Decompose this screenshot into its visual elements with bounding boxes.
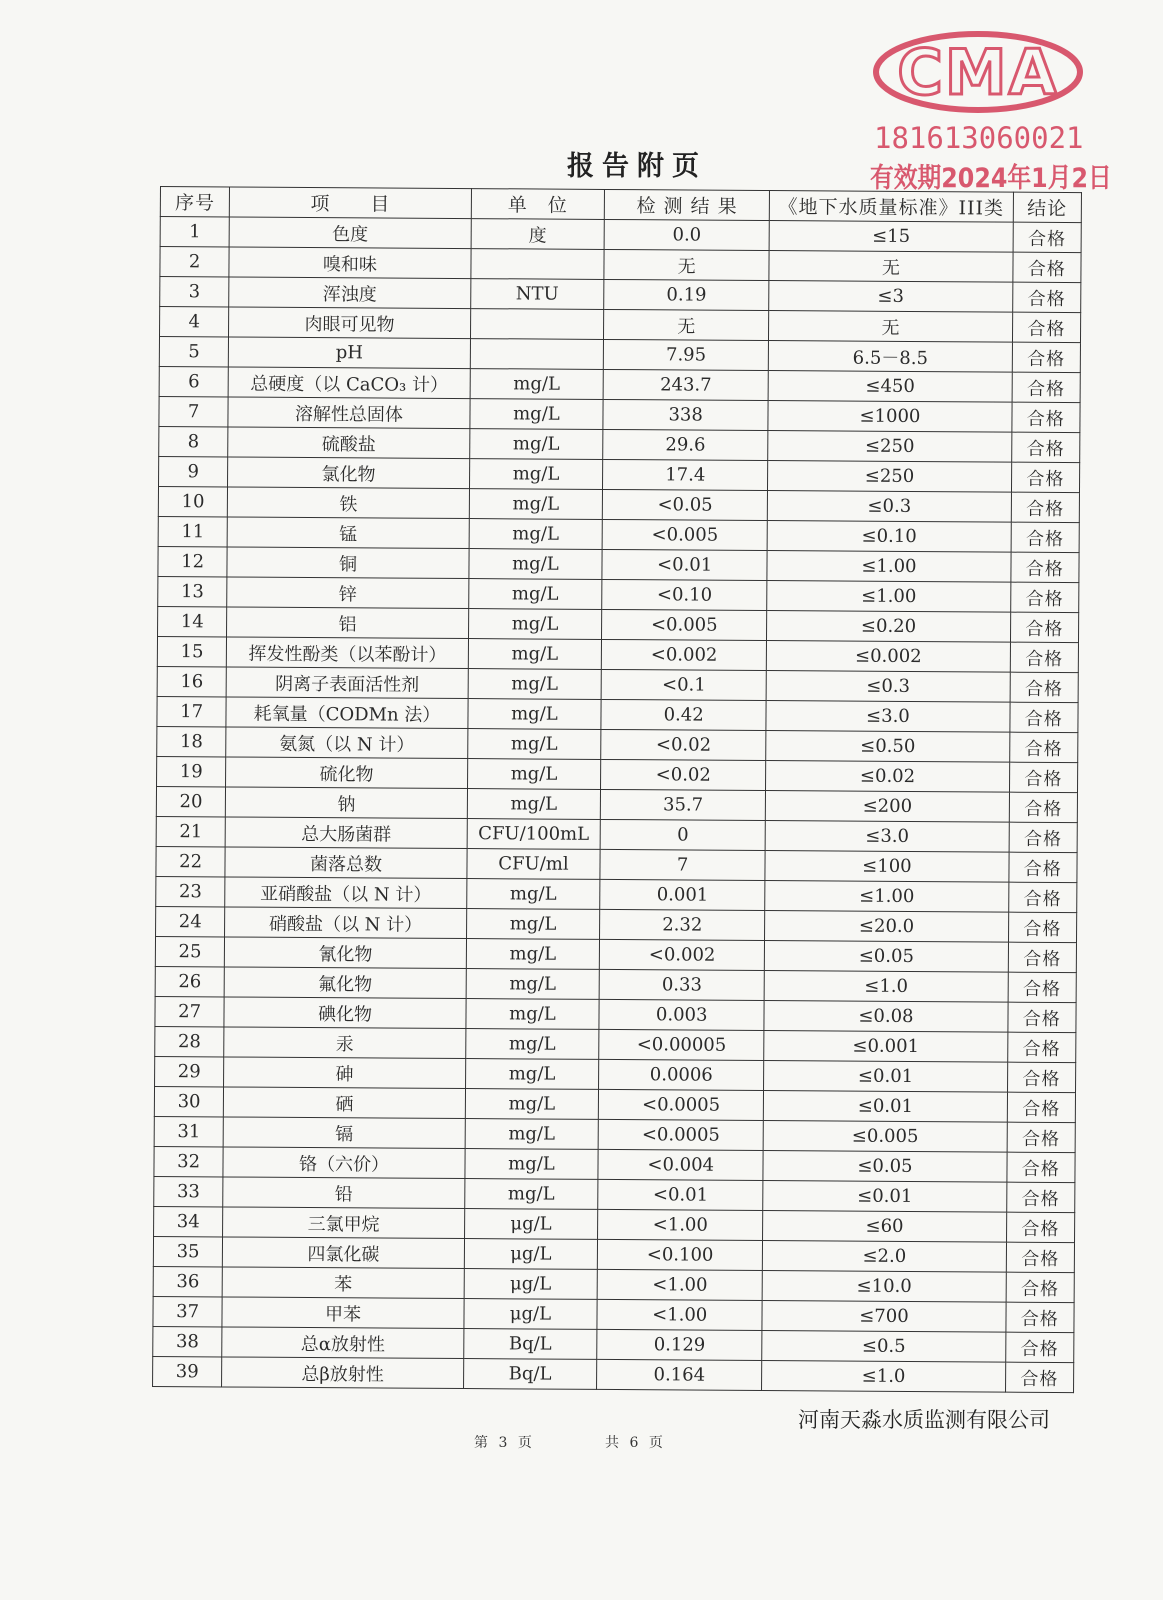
- row-conclusion: 合格: [1011, 522, 1080, 552]
- row-seq: 12: [158, 546, 227, 576]
- row-result: 0.42: [601, 699, 766, 730]
- row-seq: 27: [155, 996, 224, 1026]
- row-seq: 37: [153, 1296, 222, 1326]
- row-item: 硫酸盐: [228, 427, 470, 459]
- row-result: <1.00: [597, 1269, 762, 1300]
- row-standard: 无: [769, 251, 1013, 283]
- row-unit: Bq/L: [463, 1329, 597, 1360]
- row-conclusion: 合格: [1006, 1302, 1075, 1332]
- row-conclusion: 合格: [1007, 1152, 1076, 1182]
- row-standard: ≤700: [762, 1301, 1006, 1333]
- row-seq: 10: [158, 486, 227, 516]
- row-seq: 32: [154, 1146, 223, 1176]
- row-result: 0.001: [600, 879, 765, 910]
- page-title: 报告附页: [567, 151, 707, 182]
- row-unit: mg/L: [465, 1029, 599, 1060]
- row-conclusion: 合格: [1011, 432, 1080, 462]
- row-result: 0.003: [599, 999, 764, 1030]
- row-unit: mg/L: [465, 1119, 599, 1150]
- row-conclusion: 合格: [1010, 612, 1079, 642]
- row-result: 0.164: [597, 1359, 762, 1390]
- row-unit: mg/L: [466, 969, 600, 1000]
- row-seq: 11: [158, 516, 227, 546]
- row-standard: ≤1.00: [767, 581, 1011, 613]
- row-item: 挥发性酚类（以苯酚计）: [227, 637, 469, 669]
- row-conclusion: 合格: [1009, 852, 1078, 882]
- row-conclusion: 合格: [1012, 372, 1081, 402]
- page-prefix: 第: [474, 1435, 488, 1451]
- row-item: 铬（六价）: [223, 1147, 465, 1179]
- row-conclusion: 合格: [1005, 1332, 1074, 1362]
- header-standard: 《地下水质量标准》III类: [769, 191, 1013, 223]
- row-conclusion: 合格: [1010, 702, 1079, 732]
- company-name: 河南天淼水质监测有限公司: [798, 1408, 1050, 1432]
- row-item: 亚硝酸盐（以 N 计）: [225, 877, 467, 909]
- row-standard: ≤0.001: [764, 1031, 1008, 1063]
- row-standard: ≤20.0: [765, 911, 1009, 943]
- row-result: 2.32: [600, 909, 765, 940]
- header-unit: 单 位: [471, 189, 605, 220]
- row-unit: mg/L: [468, 639, 602, 670]
- row-unit: mg/L: [466, 879, 600, 910]
- row-result: <0.0005: [598, 1089, 763, 1120]
- row-unit: mg/L: [468, 699, 602, 730]
- row-standard: ≤15: [769, 221, 1013, 253]
- row-item: 四氯化碳: [223, 1237, 465, 1269]
- row-seq: 17: [157, 696, 226, 726]
- row-result: <0.01: [602, 549, 767, 580]
- row-unit: mg/L: [470, 369, 604, 400]
- row-item: 总硬度（以 CaCO₃ 计）: [228, 367, 470, 399]
- total-prefix: 共: [604, 1435, 619, 1451]
- row-standard: ≤0.3: [767, 491, 1011, 523]
- row-standard: ≤0.01: [764, 1061, 1008, 1093]
- row-conclusion: 合格: [1010, 582, 1079, 612]
- row-result: 0.0006: [599, 1059, 764, 1090]
- row-item: 阴离子表面活性剂: [226, 667, 468, 699]
- row-unit: mg/L: [467, 789, 601, 820]
- row-result: 无: [604, 249, 769, 280]
- row-item: 甲苯: [222, 1297, 464, 1329]
- row-result: 7.95: [603, 339, 768, 370]
- row-seq: 31: [154, 1116, 223, 1146]
- row-conclusion: 合格: [1009, 762, 1078, 792]
- row-result: 0: [600, 819, 765, 850]
- row-conclusion: 合格: [1006, 1182, 1075, 1212]
- row-item: 氯化物: [228, 457, 470, 489]
- row-result: <0.05: [602, 489, 767, 520]
- row-item: 总大肠菌群: [225, 817, 467, 849]
- row-item: 铝: [227, 607, 469, 639]
- row-standard: ≤250: [768, 431, 1012, 463]
- row-conclusion: 合格: [1013, 222, 1082, 252]
- row-conclusion: 合格: [1012, 342, 1081, 372]
- row-item: 总α放射性: [222, 1327, 464, 1359]
- row-standard: ≤0.05: [765, 941, 1009, 973]
- row-standard: ≤3.0: [766, 701, 1010, 733]
- test-results-table: [152, 186, 1082, 1393]
- header-item: 项 目: [230, 187, 472, 219]
- row-unit: mg/L: [468, 609, 602, 640]
- row-unit: NTU: [470, 279, 604, 310]
- cma-logo: [868, 28, 1098, 120]
- row-seq: 29: [155, 1056, 224, 1086]
- row-standard: ≤100: [765, 851, 1009, 883]
- row-standard: ≤1.00: [765, 881, 1009, 913]
- row-seq: 19: [157, 756, 226, 786]
- row-conclusion: 合格: [1008, 972, 1077, 1002]
- row-result: <1.00: [597, 1299, 762, 1330]
- row-seq: 4: [160, 307, 229, 337]
- row-conclusion: 合格: [1007, 1092, 1076, 1122]
- row-conclusion: 合格: [1007, 1032, 1076, 1062]
- row-seq: 6: [159, 366, 228, 396]
- row-conclusion: 合格: [1006, 1212, 1075, 1242]
- row-item: 总β放射性: [222, 1357, 464, 1389]
- row-result: 29.6: [603, 429, 768, 460]
- row-standard: ≤1.00: [767, 551, 1011, 583]
- row-result: <0.002: [599, 939, 764, 970]
- row-seq: 14: [158, 606, 227, 636]
- row-seq: 18: [157, 726, 226, 756]
- row-standard: ≤0.08: [764, 1001, 1008, 1033]
- row-item: 嗅和味: [229, 247, 471, 279]
- row-seq: 36: [153, 1266, 222, 1296]
- row-conclusion: 合格: [1008, 942, 1077, 972]
- row-seq: 16: [157, 666, 226, 696]
- row-standard: ≤2.0: [763, 1241, 1007, 1273]
- row-conclusion: 合格: [1011, 462, 1080, 492]
- row-standard: ≤0.10: [767, 521, 1011, 553]
- table-body: [153, 217, 1082, 1393]
- row-unit: [470, 309, 604, 340]
- cma-stamp: [868, 28, 1112, 198]
- row-item: 溶解性总固体: [228, 397, 470, 429]
- row-result: <0.1: [601, 669, 766, 700]
- row-standard: ≤1.0: [762, 1361, 1006, 1393]
- row-result: <1.00: [598, 1209, 763, 1240]
- row-seq: 7: [159, 396, 228, 426]
- row-unit: μg/L: [464, 1209, 598, 1240]
- row-item: 硫化物: [226, 757, 468, 789]
- row-unit: mg/L: [465, 1059, 599, 1090]
- row-unit: mg/L: [466, 999, 600, 1030]
- row-seq: 24: [156, 906, 225, 936]
- row-item: 耗氧量（CODMn 法）: [226, 697, 468, 729]
- row-conclusion: 合格: [1010, 642, 1079, 672]
- row-item: 三氯甲烷: [223, 1207, 465, 1239]
- row-conclusion: 合格: [1006, 1272, 1075, 1302]
- row-unit: mg/L: [469, 429, 603, 460]
- row-seq: 23: [156, 876, 225, 906]
- row-unit: mg/L: [469, 459, 603, 490]
- row-conclusion: 合格: [1011, 492, 1080, 522]
- row-unit: μg/L: [464, 1269, 598, 1300]
- row-seq: 34: [154, 1206, 223, 1236]
- row-item: 硒: [224, 1087, 466, 1119]
- row-standard: ≤3.0: [765, 821, 1009, 853]
- row-conclusion: 合格: [1007, 1122, 1076, 1152]
- row-seq: 39: [153, 1356, 222, 1386]
- row-unit: mg/L: [470, 399, 604, 430]
- row-unit: mg/L: [468, 579, 602, 610]
- cma-logo-text: CMA: [897, 36, 1059, 109]
- row-conclusion: 合格: [1009, 792, 1078, 822]
- row-standard: ≤200: [766, 791, 1010, 823]
- total-suffix: 页: [648, 1435, 663, 1451]
- row-standard: ≤60: [763, 1211, 1007, 1243]
- row-result: <0.0005: [598, 1119, 763, 1150]
- row-unit: μg/L: [464, 1299, 598, 1330]
- row-conclusion: 合格: [1008, 912, 1077, 942]
- row-unit: mg/L: [465, 1149, 599, 1180]
- row-item: 碘化物: [224, 997, 466, 1029]
- row-conclusion: 合格: [1005, 1362, 1074, 1392]
- row-item: 汞: [224, 1027, 466, 1059]
- row-item: 菌落总数: [225, 847, 467, 879]
- row-conclusion: 合格: [1010, 672, 1079, 702]
- row-item: 氰化物: [225, 937, 467, 969]
- row-conclusion: 合格: [1008, 1002, 1077, 1032]
- cert-number: 181613060021: [874, 121, 1084, 155]
- row-result: <0.005: [602, 519, 767, 550]
- row-seq: 33: [154, 1176, 223, 1206]
- row-standard: ≤0.002: [767, 641, 1011, 673]
- row-item: 氟化物: [224, 967, 466, 999]
- row-result: <0.00005: [599, 1029, 764, 1060]
- row-standard: 6.5－8.5: [768, 341, 1012, 373]
- row-standard: ≤0.3: [766, 671, 1010, 703]
- row-unit: mg/L: [465, 1089, 599, 1120]
- row-standard: ≤250: [768, 461, 1012, 493]
- row-unit: mg/L: [468, 669, 602, 700]
- row-conclusion: 合格: [1009, 732, 1078, 762]
- row-unit: mg/L: [469, 549, 603, 580]
- row-conclusion: 合格: [1009, 822, 1078, 852]
- row-standard: 无: [769, 311, 1013, 343]
- row-standard: ≤0.02: [766, 761, 1010, 793]
- row-seq: 22: [156, 846, 225, 876]
- row-standard: ≤450: [768, 371, 1012, 403]
- row-item: 色度: [229, 217, 471, 249]
- row-item: 苯: [222, 1267, 464, 1299]
- row-standard: ≤10.0: [762, 1271, 1006, 1303]
- valid-until: 有效期2024年1月2日: [870, 163, 1112, 194]
- row-standard: ≤0.01: [763, 1181, 1007, 1213]
- row-seq: 38: [153, 1326, 222, 1356]
- row-unit: Bq/L: [463, 1359, 597, 1390]
- row-standard: ≤0.005: [763, 1121, 1007, 1153]
- row-seq: 21: [156, 816, 225, 846]
- row-unit: mg/L: [469, 489, 603, 520]
- row-conclusion: 合格: [1012, 282, 1081, 312]
- row-unit: mg/L: [466, 909, 600, 940]
- row-item: 砷: [224, 1057, 466, 1089]
- row-unit: μg/L: [464, 1239, 598, 1270]
- header-seq: 序号: [160, 187, 229, 217]
- row-result: <0.100: [597, 1239, 762, 1270]
- row-result: <0.02: [601, 729, 766, 760]
- row-seq: 8: [159, 426, 228, 456]
- row-result: 243.7: [603, 369, 768, 400]
- row-conclusion: 合格: [1006, 1242, 1075, 1272]
- row-item: 铁: [228, 487, 470, 519]
- row-result: <0.01: [598, 1179, 763, 1210]
- page-footer: [474, 1432, 663, 1452]
- row-item: 铜: [227, 547, 469, 579]
- row-result: 0.0: [604, 219, 769, 250]
- row-result: 0.129: [597, 1329, 762, 1360]
- row-item: 镉: [223, 1117, 465, 1149]
- row-unit: CFU/100mL: [467, 819, 601, 850]
- row-seq: 30: [154, 1086, 223, 1116]
- row-item: pH: [229, 337, 471, 369]
- row-standard: ≤1.0: [764, 971, 1008, 1003]
- page-number: 3: [498, 1435, 508, 1451]
- header-conclusion: 结论: [1013, 192, 1082, 222]
- row-seq: 3: [160, 277, 229, 307]
- row-standard: ≤0.20: [767, 611, 1011, 643]
- row-seq: 26: [155, 966, 224, 996]
- row-result: 35.7: [600, 789, 765, 820]
- row-seq: 5: [159, 337, 228, 367]
- row-result: 338: [603, 399, 768, 430]
- row-seq: 2: [160, 247, 229, 277]
- row-conclusion: 合格: [1008, 882, 1077, 912]
- row-item: 铅: [223, 1177, 465, 1209]
- row-seq: 28: [155, 1026, 224, 1056]
- total-pages: 6: [629, 1435, 639, 1451]
- row-standard: ≤1000: [768, 401, 1012, 433]
- row-seq: 25: [155, 936, 224, 966]
- row-unit: CFU/ml: [467, 849, 601, 880]
- row-standard: ≤3: [769, 281, 1013, 313]
- row-result: 0.19: [604, 279, 769, 310]
- row-result: 0.33: [599, 969, 764, 1000]
- row-unit: [471, 249, 605, 280]
- row-result: <0.005: [602, 609, 767, 640]
- row-item: 硝酸盐（以 N 计）: [225, 907, 467, 939]
- row-unit: mg/L: [469, 519, 603, 550]
- row-seq: 20: [156, 786, 225, 816]
- row-unit: mg/L: [467, 759, 601, 790]
- row-conclusion: 合格: [1013, 252, 1082, 282]
- row-item: 锰: [227, 517, 469, 549]
- header-result: 检 测 结 果: [604, 189, 769, 220]
- row-result: 7: [600, 849, 765, 880]
- row-seq: 1: [160, 217, 229, 247]
- row-unit: 度: [471, 219, 605, 250]
- table-row: [153, 1356, 1074, 1392]
- row-result: <0.002: [601, 639, 766, 670]
- row-conclusion: 合格: [1007, 1062, 1076, 1092]
- row-unit: mg/L: [466, 939, 600, 970]
- row-standard: ≤0.05: [763, 1151, 1007, 1183]
- page-suffix: 页: [517, 1435, 532, 1451]
- row-item: 钠: [226, 787, 468, 819]
- row-seq: 35: [153, 1236, 222, 1266]
- row-result: 无: [604, 309, 769, 340]
- row-item: 锌: [227, 577, 469, 609]
- row-result: <0.004: [598, 1149, 763, 1180]
- row-item: 浑浊度: [229, 277, 471, 309]
- row-result: 17.4: [603, 459, 768, 490]
- row-result: <0.02: [601, 759, 766, 790]
- row-standard: ≤0.01: [764, 1091, 1008, 1123]
- row-item: 肉眼可见物: [229, 307, 471, 339]
- row-seq: 15: [157, 636, 226, 666]
- row-unit: mg/L: [464, 1179, 598, 1210]
- row-conclusion: 合格: [1011, 552, 1080, 582]
- row-unit: [470, 339, 604, 370]
- row-standard: ≤0.50: [766, 731, 1010, 763]
- row-result: <0.10: [602, 579, 767, 610]
- row-standard: ≤0.5: [762, 1331, 1006, 1363]
- row-seq: 13: [158, 576, 227, 606]
- row-conclusion: 合格: [1012, 402, 1081, 432]
- row-item: 氨氮（以 N 计）: [226, 727, 468, 759]
- row-unit: mg/L: [467, 729, 601, 760]
- row-seq: 9: [159, 456, 228, 486]
- row-conclusion: 合格: [1012, 312, 1081, 342]
